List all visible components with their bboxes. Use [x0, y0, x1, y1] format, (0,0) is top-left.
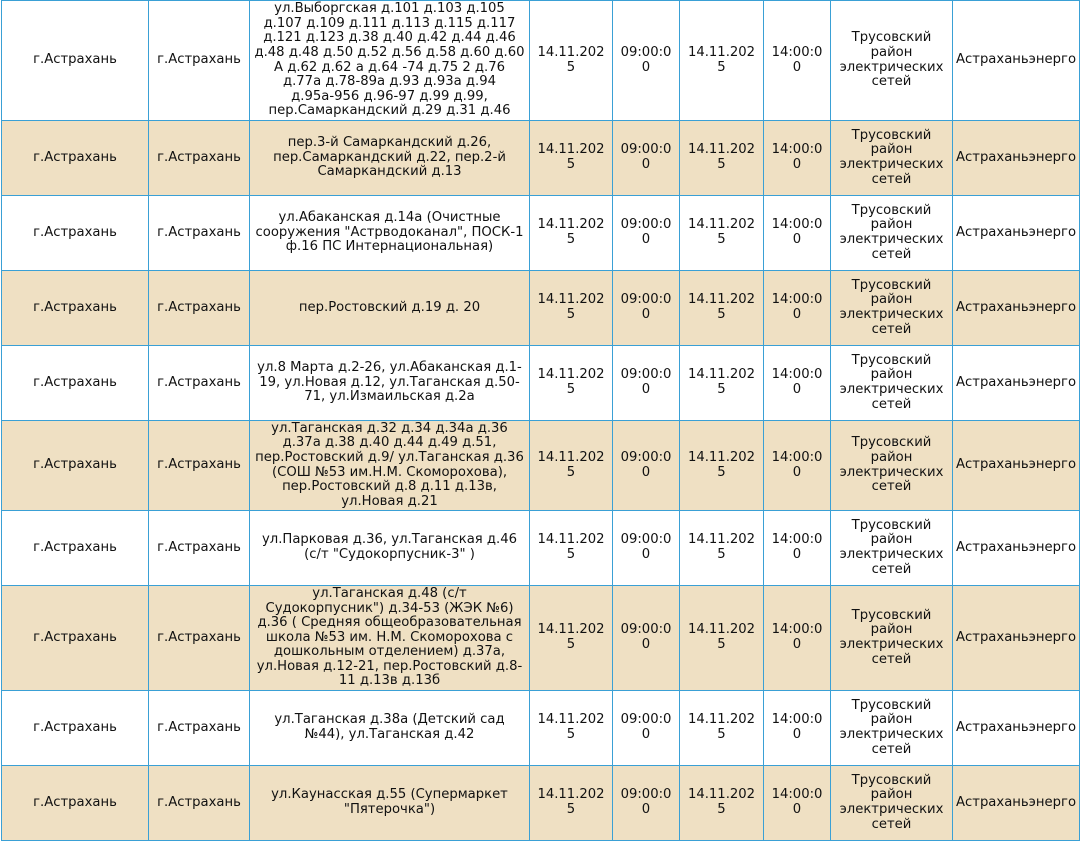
locality-cell: г.Астрахань — [149, 691, 250, 766]
start-time-cell: 09:00:00 — [613, 196, 680, 271]
end-date-cell: 14.11.2025 — [680, 421, 764, 511]
start-time-cell: 09:00:00 — [613, 691, 680, 766]
locality-cell: г.Астрахань — [149, 121, 250, 196]
start-time-cell: 09:00:00 — [613, 511, 680, 586]
table-row — [2, 586, 1080, 691]
organization-cell: Астраханьэнерго — [953, 196, 1080, 271]
start-time-cell: 09:00:00 — [613, 766, 680, 841]
table-row — [2, 691, 1080, 766]
locality-cell: г.Астрахань — [149, 1, 250, 121]
locality-cell: г.Астрахань — [149, 271, 250, 346]
start-date-cell: 14.11.2025 — [530, 1, 613, 121]
table-row — [2, 766, 1080, 841]
organization-cell: Астраханьэнерго — [953, 586, 1080, 691]
network-unit-cell: Трусовский район электрических сетей — [831, 346, 953, 421]
end-time-cell: 14:00:00 — [764, 121, 831, 196]
start-date-cell: 14.11.2025 — [530, 346, 613, 421]
address-cell: ул.Таганская д.38а (Детский сад №44), ул.Таганская д.42 — [250, 691, 530, 766]
locality-cell: г.Астрахань — [149, 421, 250, 511]
end-time-cell: 14:00:00 — [764, 766, 831, 841]
end-date-cell: 14.11.2025 — [680, 691, 764, 766]
start-date-cell: 14.11.2025 — [530, 511, 613, 586]
district-cell: г.Астрахань — [2, 1, 149, 121]
end-date-cell: 14.11.2025 — [680, 511, 764, 586]
district-cell: г.Астрахань — [2, 196, 149, 271]
end-time-cell: 14:00:00 — [764, 196, 831, 271]
table-row — [2, 1, 1080, 121]
end-date-cell: 14.11.2025 — [680, 196, 764, 271]
start-date-cell: 14.11.2025 — [530, 691, 613, 766]
end-date-cell: 14.11.2025 — [680, 766, 764, 841]
start-date-cell: 14.11.2025 — [530, 421, 613, 511]
start-time-cell: 09:00:00 — [613, 421, 680, 511]
end-time-cell: 14:00:00 — [764, 1, 831, 121]
address-cell: ул.Абаканская д.14а (Очистные сооружения "Астрводоканал", ПОСК-1 ф.16 ПС Интернациональная) — [250, 196, 530, 271]
network-unit-cell: Трусовский район электрических сетей — [831, 511, 953, 586]
network-unit-cell: Трусовский район электрических сетей — [831, 1, 953, 121]
network-unit-cell: Трусовский район электрических сетей — [831, 691, 953, 766]
end-time-cell: 14:00:00 — [764, 271, 831, 346]
address-cell: ул.Парковая д.36, ул.Таганская д.46 (с/т "Судокорпусник-3" ) — [250, 511, 530, 586]
locality-cell: г.Астрахань — [149, 511, 250, 586]
end-time-cell: 14:00:00 — [764, 586, 831, 691]
district-cell: г.Астрахань — [2, 691, 149, 766]
district-cell: г.Астрахань — [2, 421, 149, 511]
network-unit-cell: Трусовский район электрических сетей — [831, 196, 953, 271]
district-cell: г.Астрахань — [2, 766, 149, 841]
end-date-cell: 14.11.2025 — [680, 271, 764, 346]
network-unit-cell: Трусовский район электрических сетей — [831, 766, 953, 841]
address-cell: ул.8 Марта д.2-26, ул.Абаканская д.1-19, ул.Новая д.12, ул.Таганская д.50-71, ул.Измаильская д.2а — [250, 346, 530, 421]
start-time-cell: 09:00:00 — [613, 1, 680, 121]
start-time-cell: 09:00:00 — [613, 271, 680, 346]
address-cell: ул.Выборгская д.101 д.103 д.105 д.107 д.109 д.111 д.113 д.115 д.117 д.121 д.123 д.38 д.40 д.42 д.44 д.46 д.48 д.48 д.50 д.52 д.56 д.58 д.60 д.60 А д.62 д.62 а д.64 -74 д.75 2 д.76 д.77а д.78-89а д.93 д.93а д.94 д.95а-956 д.96-97 д.99 д.99, пер.Самаркандский д.29 д.31 д.46 — [250, 1, 530, 121]
organization-cell: Астраханьэнерго — [953, 121, 1080, 196]
table-row — [2, 421, 1080, 511]
organization-cell: Астраханьэнерго — [953, 1, 1080, 121]
table-row — [2, 196, 1080, 271]
district-cell: г.Астрахань — [2, 121, 149, 196]
start-time-cell: 09:00:00 — [613, 121, 680, 196]
organization-cell: Астраханьэнерго — [953, 271, 1080, 346]
end-time-cell: 14:00:00 — [764, 511, 831, 586]
table-row — [2, 271, 1080, 346]
address-cell: ул.Каунасская д.55 (Супермаркет "Пятерочка") — [250, 766, 530, 841]
start-time-cell: 09:00:00 — [613, 586, 680, 691]
network-unit-cell: Трусовский район электрических сетей — [831, 586, 953, 691]
table-row — [2, 346, 1080, 421]
start-time-cell: 09:00:00 — [613, 346, 680, 421]
end-date-cell: 14.11.2025 — [680, 346, 764, 421]
locality-cell: г.Астрахань — [149, 196, 250, 271]
organization-cell: Астраханьэнерго — [953, 766, 1080, 841]
network-unit-cell: Трусовский район электрических сетей — [831, 421, 953, 511]
organization-cell: Астраханьэнерго — [953, 511, 1080, 586]
organization-cell: Астраханьэнерго — [953, 691, 1080, 766]
locality-cell: г.Астрахань — [149, 346, 250, 421]
locality-cell: г.Астрахань — [149, 586, 250, 691]
end-date-cell: 14.11.2025 — [680, 121, 764, 196]
table-row — [2, 511, 1080, 586]
district-cell: г.Астрахань — [2, 511, 149, 586]
start-date-cell: 14.11.2025 — [530, 586, 613, 691]
address-cell: ул.Таганская д.32 д.34 д.34а д.36 д.37а д.38 д.40 д.44 д.49 д.51, пер.Ростовский д.9/ ул.Таганская д.36 (СОШ №53 им.Н.М. Скоморохова), пер.Ростовский д.8 д.11 д.13в, ул.Новая д.21 — [250, 421, 530, 511]
end-date-cell: 14.11.2025 — [680, 586, 764, 691]
start-date-cell: 14.11.2025 — [530, 766, 613, 841]
network-unit-cell: Трусовский район электрических сетей — [831, 121, 953, 196]
district-cell: г.Астрахань — [2, 586, 149, 691]
end-time-cell: 14:00:00 — [764, 421, 831, 511]
start-date-cell: 14.11.2025 — [530, 121, 613, 196]
start-date-cell: 14.11.2025 — [530, 271, 613, 346]
table-row — [2, 121, 1080, 196]
outage-table — [1, 0, 1080, 841]
end-time-cell: 14:00:00 — [764, 691, 831, 766]
end-time-cell: 14:00:00 — [764, 346, 831, 421]
district-cell: г.Астрахань — [2, 271, 149, 346]
network-unit-cell: Трусовский район электрических сетей — [831, 271, 953, 346]
start-date-cell: 14.11.2025 — [530, 196, 613, 271]
locality-cell: г.Астрахань — [149, 766, 250, 841]
district-cell: г.Астрахань — [2, 346, 149, 421]
address-cell: пер.Ростовский д.19 д. 20 — [250, 271, 530, 346]
organization-cell: Астраханьэнерго — [953, 346, 1080, 421]
end-date-cell: 14.11.2025 — [680, 1, 764, 121]
address-cell: пер.3-й Самаркандский д.26, пер.Самаркандский д.22, пер.2-й Самаркандский д.13 — [250, 121, 530, 196]
address-cell: ул.Таганская д.48 (с/т Судокорпусник") д.34-53 (ЖЭК №6) д.36 ( Средняя общеобразовательная школа №53 им. Н.М. Скоморохова с дошкольным отделением) д.37а, ул.Новая д.12-21, пер.Ростовский д.8-11 д.13в д.13б — [250, 586, 530, 691]
organization-cell: Астраханьэнерго — [953, 421, 1080, 511]
